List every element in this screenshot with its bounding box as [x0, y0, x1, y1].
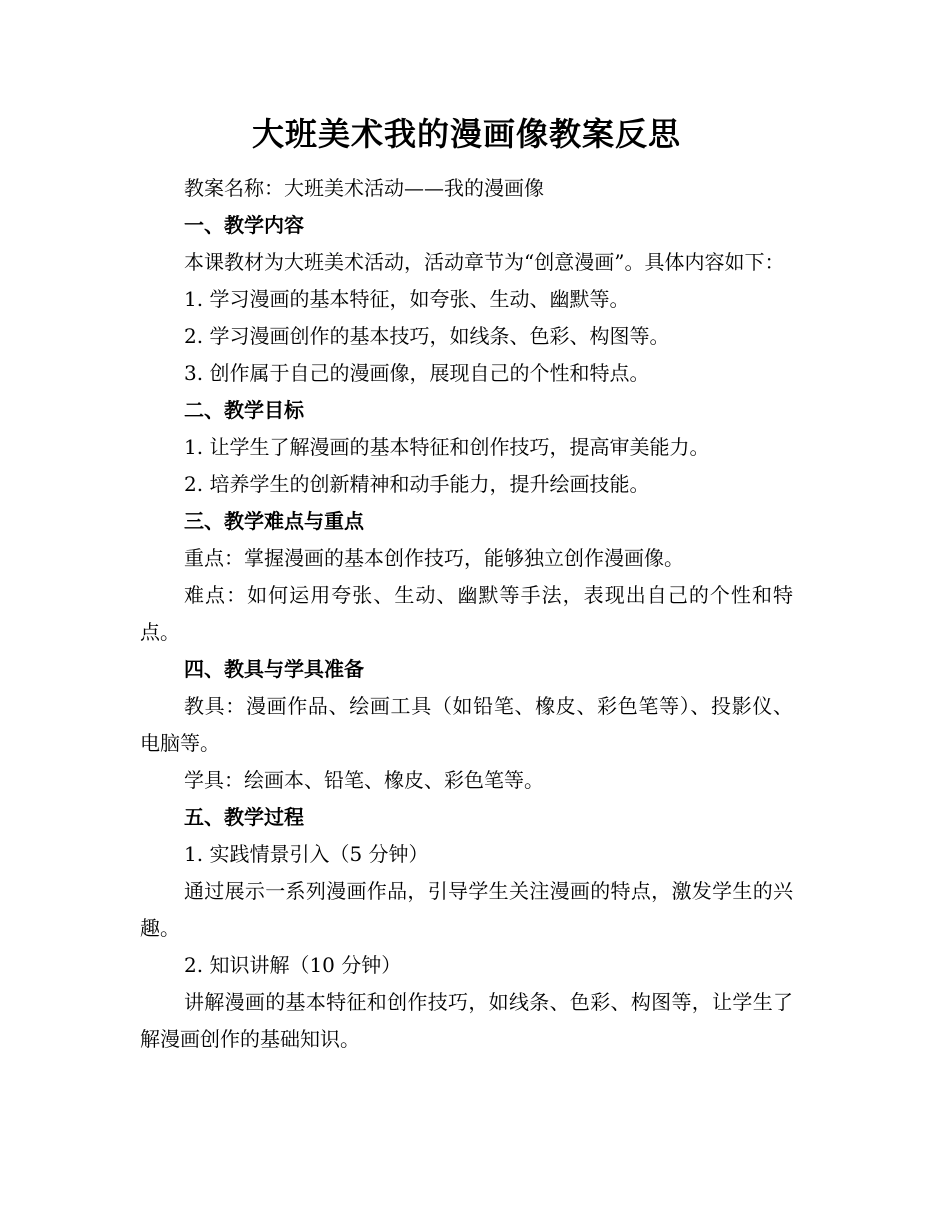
list-item-goal-1: 1. 让学生了解漫画的基本特征和创作技巧，提高审美能力。 — [184, 435, 710, 459]
paragraph-key-point: 重点：掌握漫画的基本创作技巧，能够独立创作漫画像。 — [184, 546, 684, 570]
paragraph-difficulty: 难点：如何运用夸张、生动、幽默等手法，表现出自己的个性和特点。 — [140, 583, 793, 644]
section-heading-content: 一、教学内容 — [184, 213, 304, 237]
list-item-content-3: 3. 创作属于自己的漫画像，展现自己的个性和特点。 — [184, 361, 650, 385]
paragraph-process-2: 讲解漫画的基本特征和创作技巧，如线条、色彩、构图等，让学生了解漫画创作的基础知识。 — [140, 990, 793, 1051]
paragraph-content-intro: 本课教材为大班美术活动，活动章节为“创意漫画”。具体内容如下： — [184, 250, 785, 274]
document-title: 大班美术我的漫画像教案反思 — [251, 115, 681, 153]
list-item-content-2: 2. 学习漫画创作的基本技巧，如线条、色彩、构图等。 — [184, 324, 670, 348]
section-heading-process: 五、教学过程 — [184, 805, 304, 829]
section-heading-materials: 四、教具与学具准备 — [184, 657, 364, 681]
list-item-process-2: 2. 知识讲解（10 分钟） — [184, 953, 402, 977]
lesson-name: 教案名称：大班美术活动——我的漫画像 — [184, 176, 544, 200]
paragraph-teaching-aids: 教具：漫画作品、绘画工具（如铅笔、橡皮、彩色笔等）、投影仪、电脑等。 — [140, 694, 793, 755]
paragraph-process-1: 通过展示一系列漫画作品，引导学生关注漫画的特点，激发学生的兴趣。 — [140, 879, 793, 940]
list-item-content-1: 1. 学习漫画的基本特征，如夸张、生动、幽默等。 — [184, 287, 630, 311]
section-heading-key-points: 三、教学难点与重点 — [184, 509, 364, 533]
document-page — [140, 108, 793, 1058]
paragraph-student-supplies: 学具：绘画本、铅笔、橡皮、彩色笔等。 — [184, 768, 544, 792]
list-item-goal-2: 2. 培养学生的创新精神和动手能力，提升绘画技能。 — [184, 472, 650, 496]
list-item-process-1: 1. 实践情景引入（5 分钟） — [184, 842, 429, 866]
section-heading-goals: 二、教学目标 — [184, 398, 304, 422]
